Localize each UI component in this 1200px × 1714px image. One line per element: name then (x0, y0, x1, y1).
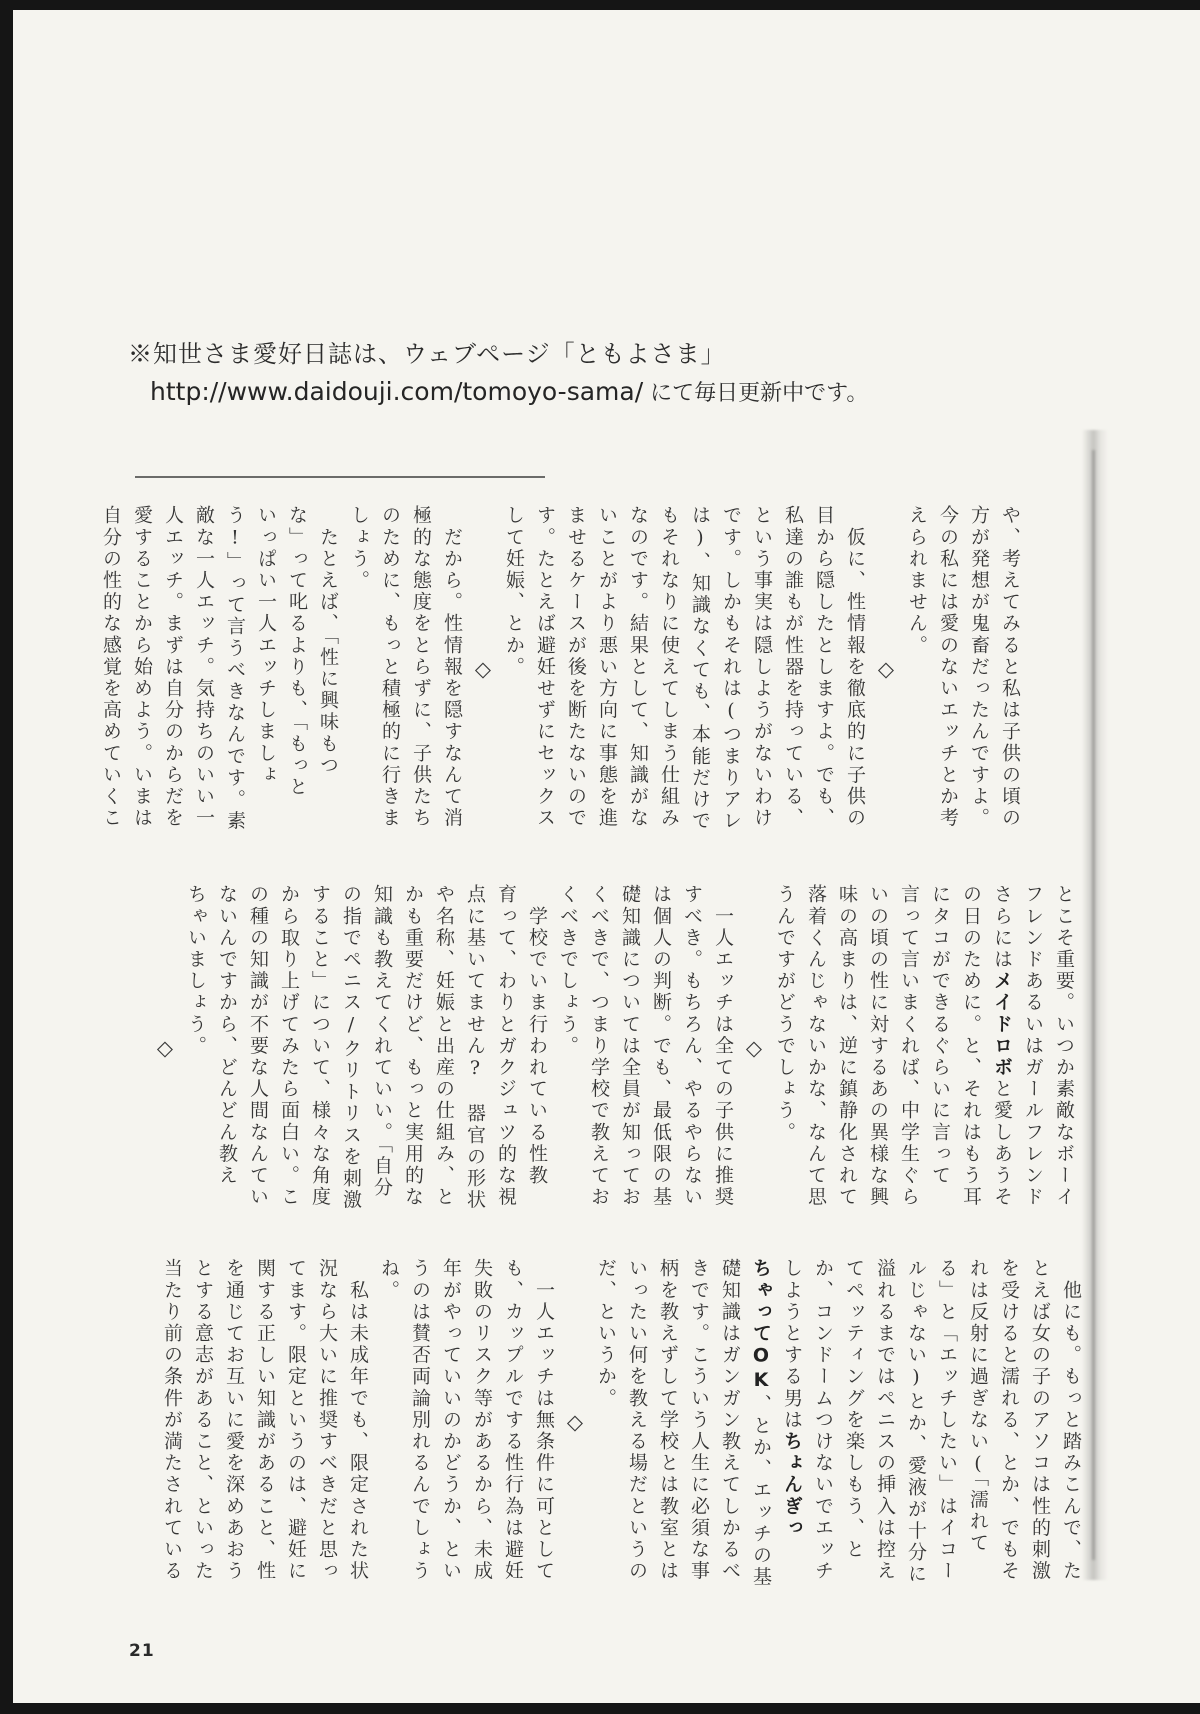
text-column: きです。こういう人生に必須な事 (688, 1258, 710, 1582)
scanner-shadow-line (1092, 450, 1095, 1560)
text-column: 溢れるまではペニスの挿入は控え (874, 1258, 896, 1582)
text-column: ◇ (742, 1036, 766, 1063)
vertical-text-band-2 (131, 884, 1079, 1229)
text-column: たとえば、「性に興味もつ (317, 505, 339, 777)
text-column: ルじゃない)とか、愛液が十分に (905, 1258, 927, 1585)
text-column: 私達の誰もが性器を持っている、 (782, 505, 804, 829)
text-column: かも重要だけど、もっと実用的な (402, 884, 424, 1208)
text-column: うんですがどうでしょう。 (774, 884, 796, 1144)
text-column: すること」について、様々な角度 (309, 884, 331, 1208)
site-url: http://www.daidouji.com/tomoyo-sama/ (150, 377, 644, 406)
emphasized-text: ちょんぎっ (781, 1430, 803, 1539)
text-column: 今の私には愛のないエッチとか考 (937, 505, 959, 829)
text-column: 敵な一人エッチ。気持ちのいい一 (193, 505, 215, 829)
text-column: 味の高まりは、逆に鎮静化されて (836, 884, 858, 1208)
text-column: ちゃいましょう。 (185, 884, 207, 1057)
text-column: の指でペニス/クリトリスを刺激 (340, 884, 362, 1211)
text-column: くべきでしょう。 (557, 884, 579, 1057)
text-column: 況なら大いに推奨すべきだと思っ (316, 1258, 338, 1582)
text-column: を受けると濡れる、とか、でもそ (998, 1258, 1020, 1582)
text-column: さらにはメイドロボと愛しあうそ (991, 884, 1013, 1209)
text-column: ◇ (563, 1410, 587, 1437)
text-column: ね。 (378, 1258, 400, 1302)
page-number: 21 (129, 1641, 155, 1661)
scan-edge-top (0, 0, 1200, 10)
text-column: 学校でいま行われている性教 (526, 884, 548, 1187)
text-column: だ、というか。 (595, 1258, 617, 1410)
text-column: 年がやっていいのかどうか、とい (440, 1258, 462, 1582)
text-column: ませるケースが後を断たないので (565, 505, 587, 829)
text-column: ◇ (471, 657, 495, 684)
text-column: のために、もっと積極的に行きま (379, 505, 401, 829)
text-column: 失敗のリスク等があるから、未成 (471, 1258, 493, 1582)
text-column: ◇ (153, 1036, 177, 1063)
text-column: や、考えてみると私は子供の頃の (999, 505, 1021, 829)
text-column: な」って叱るよりも、「もっと (286, 505, 308, 798)
site-note-url-line (150, 376, 868, 407)
text-column: いの頃の性に対するあの異様な興 (867, 884, 889, 1208)
text-column: や名称、妊娠と出産の仕組み、と (433, 884, 455, 1208)
text-column: うのは賛否両論別れるんでしょう (409, 1258, 431, 1582)
vertical-text-band-3 (130, 1258, 1086, 1603)
text-column: てペッティングを楽しもう、と (843, 1258, 865, 1561)
text-column: とえば女の子のアソコは性的刺激 (1029, 1258, 1051, 1582)
text-column: の日のために。と、それはもう耳 (960, 884, 982, 1208)
site-note-text: ※知世さま愛好日誌は、ウェブページ「ともよさま」 (128, 340, 726, 368)
text-column: いことがより悪い方向に事態を進 (596, 505, 618, 829)
text-column: は個人の判断。でも、最低限の基 (650, 884, 672, 1208)
text-column: しょう。 (348, 505, 370, 592)
site-url-suffix: にて毎日更新中です。 (643, 381, 869, 406)
text-column: すべき。もちろん、やるやらない (681, 884, 703, 1208)
text-column: 一人エッチは無条件に可として (533, 1258, 555, 1582)
text-column: いったい何を教える場だというの (626, 1258, 648, 1582)
text-column: 自分の性的な感覚を高めていくこ (100, 505, 122, 829)
text-column: 落着くんじゃないかな、なんて思 (805, 884, 827, 1208)
text-column: 育って、わりとガクジュツ的な視 (495, 884, 517, 1208)
text-column: なのです。結果として、知識がな (627, 505, 649, 829)
text-column: 礎知識はガンガン教えてしかるべ (719, 1258, 741, 1582)
text-column: 当たり前の条件が満たされている (161, 1258, 183, 1582)
text-column: ないんですから、どんどん教え (216, 884, 238, 1187)
text-column: だから。性情報を隠すなんて消 (441, 505, 463, 829)
header-divider-rule (135, 476, 545, 478)
text-column: 関する正しい知識があること、性 (254, 1258, 276, 1582)
text-column: を通じてお互いに愛を深めあおう (223, 1258, 245, 1582)
text-column: 知識も教えてくれていい。「自分 (371, 884, 393, 1199)
text-column: くべきで、つまり学校で教えてお (588, 884, 610, 1208)
emphasized-text: メイドロボ (991, 970, 1013, 1079)
text-column: ◇ (874, 657, 898, 684)
text-column: とこそ重要。いつか素敵なボーイ (1053, 884, 1075, 1208)
text-column: 極的な態度をとらずに、子供たち (410, 505, 432, 829)
text-column: 礎知識については全員が知ってお (619, 884, 641, 1208)
text-column: にタコができるぐらいに言って (929, 884, 951, 1187)
text-column: 人エッチ。まずは自分のからだを (162, 505, 184, 829)
scan-edge-bottom (0, 1703, 1200, 1714)
text-column: 点に基いてません? 器官の形状 (464, 884, 486, 1211)
emphasized-text: ちゃってOK (750, 1258, 772, 1394)
text-column: 私は未成年でも、限定された状 (347, 1258, 369, 1582)
text-column: から取り上げてみたら面白い。こ (278, 884, 300, 1208)
text-column: 仮に、性情報を徹底的に子供の (844, 505, 866, 829)
text-column: です。しかもそれは(つまりアレ (720, 505, 742, 832)
text-column: 目から隠したとしますよ。でも、 (813, 505, 835, 829)
text-column: 言って言いまくれば、中学生ぐら (898, 884, 920, 1208)
text-column: す。たとえば避妊せずにセックス (534, 505, 556, 829)
text-column: もそれなりに使えてしまう仕組み (658, 505, 680, 829)
vertical-text-band-1 (100, 505, 1025, 850)
text-column: も、カップルでする性行為は避妊 (502, 1258, 524, 1582)
text-column: てます。限定というのは、避妊に (285, 1258, 307, 1582)
text-column: とする意志があること、といった (192, 1258, 214, 1582)
text-column: いっぱい一人エッチしましょ (255, 505, 277, 786)
text-column: れは反射に過ぎない(「濡れて (967, 1258, 989, 1554)
text-column: 他にも。もっと踏みこんで、た (1060, 1258, 1082, 1582)
text-column: う!」って言うべきなんです。素 (224, 505, 246, 832)
scan-edge-left (0, 0, 13, 1714)
text-column: は)、知識なくても、本能だけで (689, 505, 711, 832)
text-column: る」と「エッチしたい」はイコー (936, 1258, 958, 1582)
text-column: という事実は隠しようがないわけ (751, 505, 773, 829)
text-column: フレンドあるいはガールフレンド (1022, 884, 1044, 1208)
text-column: して妊娠、とか。 (503, 505, 525, 678)
site-update-note (128, 334, 868, 407)
text-column: えられません。 (906, 505, 928, 657)
text-column: の種の知識が不要な人間なんてい (247, 884, 269, 1208)
text-column: 方が発想が鬼畜だったんですよ。 (968, 505, 990, 829)
text-column: 愛することから始めよう。いまは (131, 505, 153, 829)
text-column: 柄を教えずして学校とは教室とは (657, 1258, 679, 1582)
text-column: か、コンドームつけないでエッチ (812, 1258, 834, 1582)
text-column: ちゃってOK、とか、エッチの基 (750, 1258, 772, 1589)
text-column: 一人エッチは全ての子供に推奨 (712, 884, 734, 1208)
text-column: しようとする男はちょんぎっ (781, 1258, 803, 1539)
